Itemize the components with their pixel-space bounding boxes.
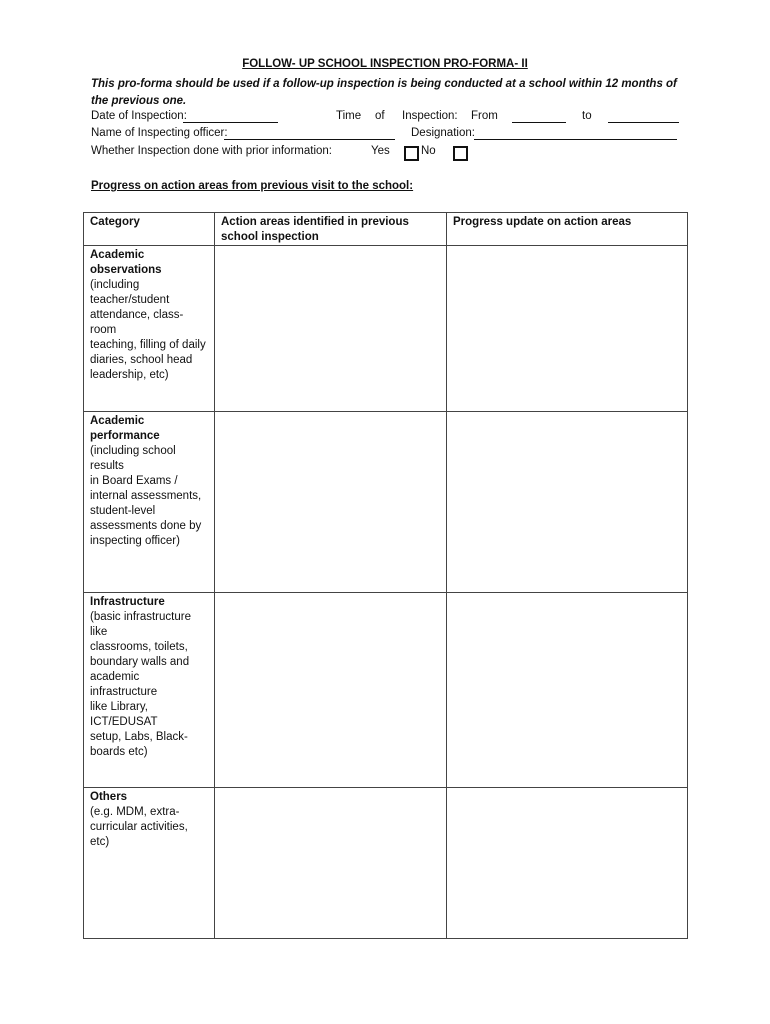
- time-from-field[interactable]: [512, 122, 566, 123]
- action-areas-cell[interactable]: [215, 246, 447, 412]
- date-label: Date of Inspection:: [91, 110, 187, 122]
- progress-update-cell[interactable]: [447, 412, 688, 593]
- category-title: Others: [90, 791, 128, 803]
- table-row: [84, 593, 688, 788]
- time-label-1: Time: [336, 110, 362, 122]
- table-header-row: [84, 213, 688, 246]
- section-heading: Progress on action areas from previous visit to the school:: [91, 180, 414, 192]
- category-description: (e.g. MDM, extra- curricular activities, etc): [90, 806, 188, 848]
- officer-label: Name of Inspecting officer:: [91, 127, 228, 139]
- category-cell: [84, 593, 215, 788]
- category-description: (basic infrastructure like classrooms, toilets, boundary walls and academic infrastructure like Library, ICT/EDUSAT setup, Labs, Black- boards etc): [90, 611, 191, 758]
- category-cell: [84, 412, 215, 593]
- column-header-progress-update: Progress update on action areas: [447, 213, 688, 246]
- category-cell: [84, 788, 215, 939]
- progress-update-cell[interactable]: [447, 788, 688, 939]
- column-header-action-areas: Action areas identified in previous school inspection: [215, 213, 447, 246]
- category-title: Infrastructure: [90, 596, 165, 608]
- time-label-2: of: [375, 110, 385, 122]
- designation-field[interactable]: [474, 139, 677, 140]
- form-title: FOLLOW- UP SCHOOL INSPECTION PRO-FORMA- II: [242, 58, 528, 70]
- category-description: (including school results in Board Exams / internal assessments, student-level assessments done by inspecting officer): [90, 445, 202, 547]
- category-description: (including teacher/student attendance, class-room teaching, filling of daily diaries, school head leadership, etc): [90, 279, 206, 381]
- time-label-3: Inspection:: [402, 110, 458, 122]
- no-checkbox[interactable]: [453, 146, 468, 161]
- date-field[interactable]: [183, 122, 278, 123]
- progress-update-cell[interactable]: [447, 593, 688, 788]
- category-title: Academic observations: [90, 249, 162, 276]
- yes-label: Yes: [371, 145, 390, 157]
- officer-field[interactable]: [224, 139, 395, 140]
- table-row: [84, 412, 688, 593]
- progress-update-cell[interactable]: [447, 246, 688, 412]
- yes-checkbox[interactable]: [404, 146, 419, 161]
- action-areas-cell[interactable]: [215, 788, 447, 939]
- table-row: [84, 788, 688, 939]
- intro-text: This pro-forma should be used if a follow-up inspection is being conducted at a school within 12 months of the previous one.: [91, 78, 677, 107]
- to-label: to: [582, 110, 592, 122]
- prior-info-label: Whether Inspection done with prior information:: [91, 145, 332, 157]
- category-title: Academic performance: [90, 415, 160, 442]
- action-areas-cell[interactable]: [215, 412, 447, 593]
- progress-table: [83, 212, 688, 939]
- no-label: No: [421, 145, 436, 157]
- table-row: [84, 246, 688, 412]
- time-to-field[interactable]: [608, 122, 679, 123]
- designation-label: Designation:: [411, 127, 475, 139]
- action-areas-cell[interactable]: [215, 593, 447, 788]
- column-header-category: Category: [84, 213, 215, 246]
- category-cell: [84, 246, 215, 412]
- from-label: From: [471, 110, 498, 122]
